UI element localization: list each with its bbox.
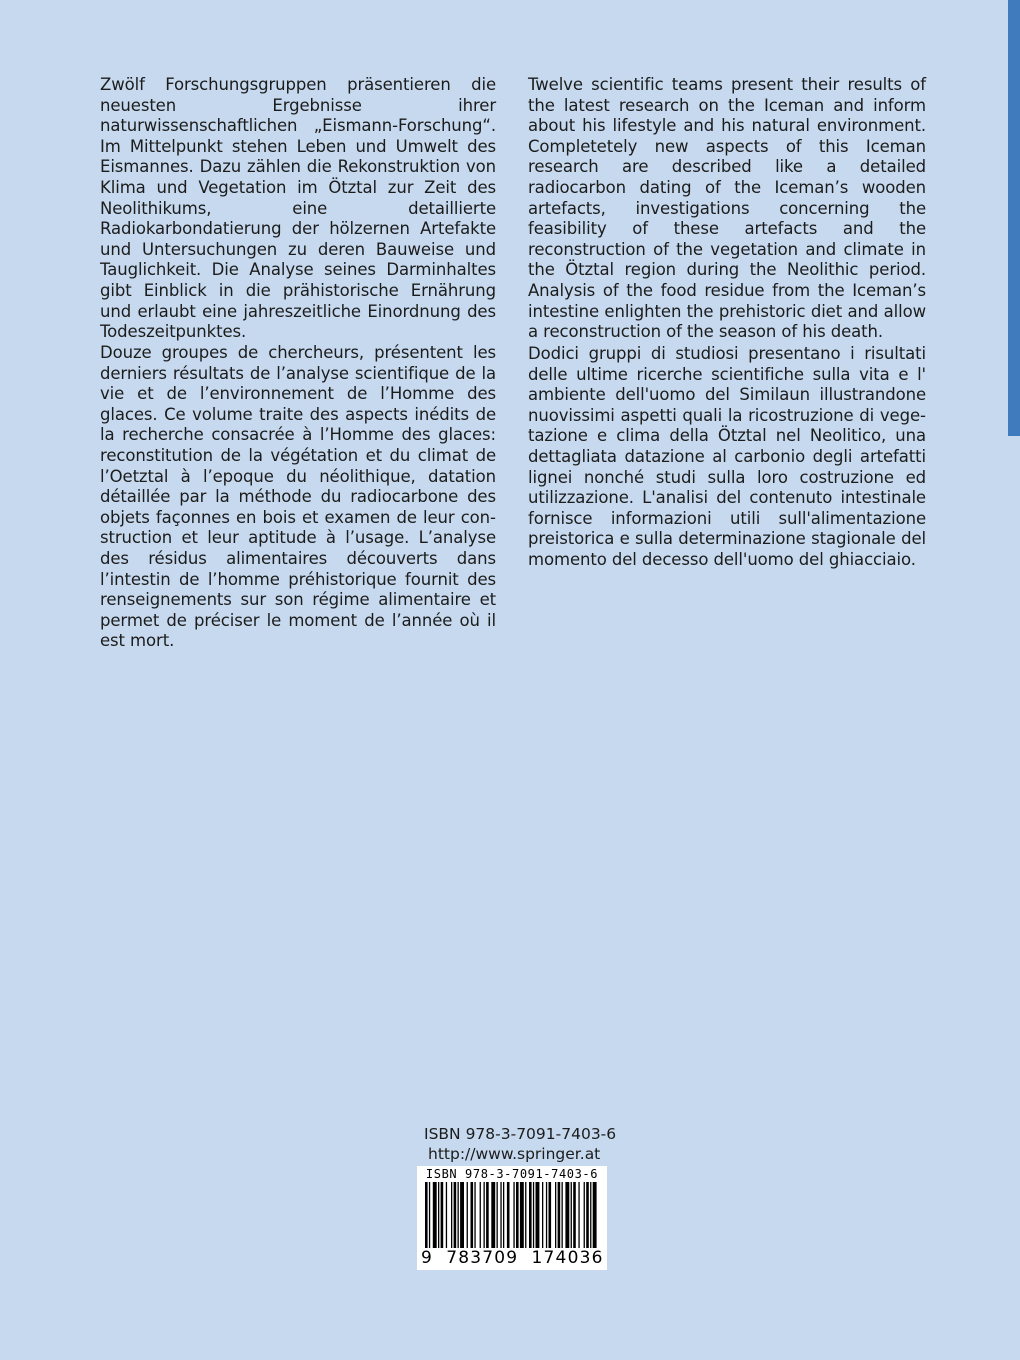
- barcode-bar: [480, 1182, 481, 1248]
- german-description: Zwölf Forschungsgruppen präsentieren die neuesten Ergebnisse ihrer naturwissenschaftlichen „Eismann-Forschung“. Im Mittelpunkt stehen Leben und Umwelt des Eismannes. Dazu zählen die Rekonstruktion von Klima und Vegetation im Ötztal zur Zeit des Neolithikums, eine detaillierte Radiokarbondatierung der hölzernen Artefakte und Untersuchungen zu deren Bauweise und Tauglichkeit. Die Analyse seines Darminhaltes gibt Einblick in die prähistorische Ernährung und erlaubt eine jahreszeitliche Einordnung des Todeszeitpunktes.: [100, 75, 496, 342]
- isbn-label: ISBN 978-3-7091-7403-6: [424, 1125, 617, 1143]
- publisher-url: http://www.springer.at: [428, 1145, 601, 1163]
- english-description: Twelve scientific teams present their results of the latest research on the Iceman and inform about his lifestyle and his natural environment. Completetely new aspects of this Iceman research are described like a detailed radiocarbon dating of the Iceman’s wooden artefacts, investigations concerning the feasibility of these artefacts and the reconstruction of the vegetation and climate in the Ötztal region during the Neolithic period. Analysis of the food residue from the Iceman’s intestine enlighten the prehistoric diet and allow a reconstruction of the season of his death.: [528, 75, 926, 342]
- barcode-bar: [467, 1182, 468, 1248]
- barcode-bar: [458, 1182, 459, 1248]
- barcode-bar: [584, 1182, 585, 1248]
- barcode-bar: [573, 1182, 576, 1248]
- barcode-bar: [593, 1182, 597, 1248]
- barcode-bar: [562, 1182, 563, 1248]
- barcode-bar: [578, 1182, 579, 1248]
- barcode-bar: [542, 1182, 543, 1248]
- barcode-bar: [536, 1182, 540, 1248]
- barcode-bar: [446, 1182, 447, 1248]
- barcode-bar: [451, 1182, 452, 1248]
- barcode-bar: [533, 1182, 534, 1248]
- barcode-bar: [590, 1182, 591, 1248]
- barcode-bar: [460, 1182, 464, 1248]
- barcode-bar: [429, 1182, 430, 1248]
- barcode-bar: [507, 1182, 510, 1248]
- barcode-bar: [503, 1182, 504, 1248]
- barcode-bar: [500, 1182, 501, 1248]
- barcode-bar: [491, 1182, 495, 1248]
- italian-description: Dodici gruppi di studiosi presentano i risultati delle ultime ricerche scientifiche sulla vita e l' ambiente dell'uomo del Similaun illustrandone nuovissimi aspetti quali la ricostruzione di vegetazione e clima della Ötztal nel Neolitico, una dettagliata datazione al carbonio degli artefatti lignei nonché studi sulla loro costruzione ed utilizzazione. L'analisi del contenuto intestinale fornisce informazioni utili sull'alimentazione preistorica e sulla determinazione stagionale del momento del decesso dell'uomo del ghiacciaio.: [528, 344, 926, 569]
- barcode-bar: [516, 1182, 519, 1248]
- barcode-bar: [520, 1182, 524, 1248]
- barcode-bar: [433, 1182, 437, 1248]
- barcode-bar: [555, 1182, 556, 1248]
- barcode-isbn-text: ISBN 978-3-7091-7403-6: [425, 1167, 599, 1181]
- barcode-bar: [558, 1182, 561, 1248]
- barcode-bar: [486, 1182, 489, 1248]
- barcode-bar: [525, 1182, 526, 1248]
- barcode-bar: [571, 1182, 572, 1248]
- barcode-bar: [529, 1182, 532, 1248]
- barcode-bar: [546, 1182, 547, 1248]
- barcode-bar: [484, 1182, 485, 1248]
- barcode-bar: [441, 1182, 444, 1248]
- isbn-barcode: [417, 1166, 607, 1270]
- barcode-bar: [565, 1182, 569, 1248]
- french-description: Douze groupes de chercheurs, présentent les derniers résultats de l’analyse scientifique de la vie et de l’environnement de l’Homme des glaces. Ce volume traite des aspects inédits de la recherche consacrée à l’Homme des glaces: reconstitution de la végétation et du climat de l’Oetztal à l’epoque du néolithique, datation détaillée par la méthode du radiocarbone des objets façonnes en bois et examen de leur construction et leur aptitude à l’usage. L’analyse des résidus alimentaires découverts dans l’intestin de l’homme préhistorique fournit des renseignements sur son régime alimentaire et permet de préciser le moment de l’année où il est mort.: [100, 343, 496, 651]
- barcode-digits: 9 783709 174036: [421, 1248, 604, 1268]
- barcode-bar: [438, 1182, 439, 1248]
- barcode-bar: [586, 1182, 589, 1248]
- barcode-bar: [513, 1182, 514, 1248]
- barcode-bars: [421, 1182, 603, 1248]
- barcode-bar: [474, 1182, 475, 1248]
- barcode-bar: [497, 1182, 498, 1248]
- barcode-bar: [425, 1182, 428, 1248]
- barcode-bar: [471, 1182, 474, 1248]
- spine-edge: [1008, 0, 1020, 436]
- barcode-bar: [454, 1182, 457, 1248]
- barcode-bar: [549, 1182, 552, 1248]
